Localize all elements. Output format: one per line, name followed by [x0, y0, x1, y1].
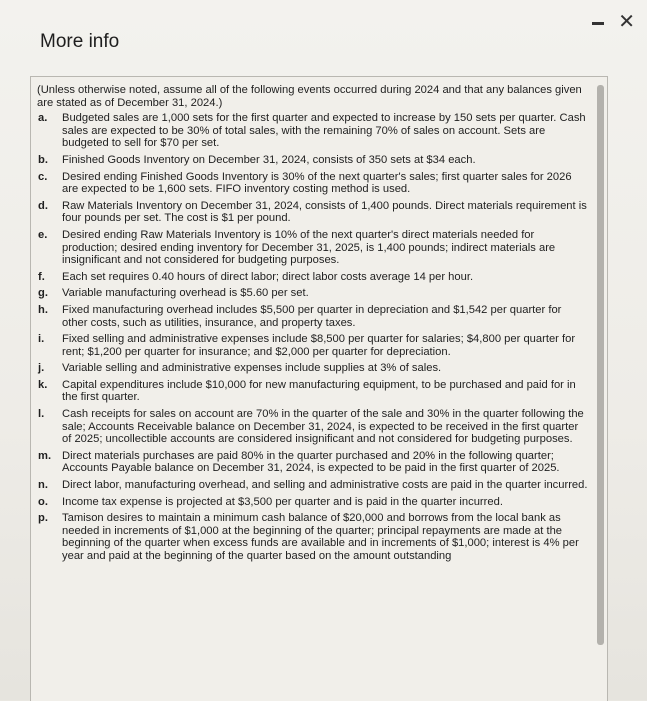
info-list — [37, 112, 589, 562]
item-text: Direct labor, manufacturing overhead, and selling and administrative costs are paid in the quarter incurred. — [62, 479, 588, 492]
list-item — [37, 408, 589, 446]
scrollbar-thumb[interactable] — [597, 85, 604, 645]
close-icon[interactable]: ✕ — [618, 11, 635, 33]
item-text: Budgeted sales are 1,000 sets for the first quarter and expected to increase by 150 sets per quarter. Cash sales are expected to be 30% of total sales, with the remaining 70% of sales on account. Sets are budgeted to sell for $70 per set. — [62, 112, 586, 150]
list-item — [37, 479, 589, 492]
list-item — [37, 154, 589, 167]
list-item — [37, 287, 589, 300]
item-text: Fixed manufacturing overhead includes $5,500 per quarter in depreciation and $1,542 per quarter for other costs, such as utilities, insurance, and property taxes. — [62, 303, 562, 329]
window-controls — [592, 12, 635, 32]
item-label: k. — [38, 378, 48, 391]
item-text: Desired ending Raw Materials Inventory is 10% of the next quarter's direct materials needed for production; desired ending inventory for December 31, 2025, is 1,400 pounds; indirect materials are insignificant and not considered for budgeting purposes. — [62, 228, 556, 267]
list-item — [37, 496, 589, 509]
dialog-title: More info — [40, 31, 120, 52]
item-text: Income tax expense is projected at $3,500 per quarter and is paid in the quarter incurred. — [62, 495, 503, 508]
item-label: e. — [38, 228, 48, 241]
item-text: Finished Goods Inventory on December 31, 2024, consists of 350 sets at $34 each. — [62, 153, 476, 166]
item-label: b. — [38, 153, 48, 166]
list-item — [37, 512, 589, 562]
list-item — [37, 333, 589, 358]
item-label: o. — [38, 495, 48, 508]
minimize-icon[interactable] — [592, 22, 604, 25]
list-item — [37, 362, 589, 375]
item-text: Capital expenditures include $10,000 for new manufacturing equipment, to be purchased and paid for in the first quarter. — [62, 378, 576, 404]
item-text: Desired ending Finished Goods Inventory is 30% of the next quarter's sales; first quarter sales for 2026 are expected to be 1,600 sets. FIFO inventory costing method is used. — [62, 170, 572, 196]
item-label: h. — [38, 303, 48, 316]
info-content — [37, 84, 589, 567]
item-text: Direct materials purchases are paid 80% in the quarter purchased and 20% in the following quarter; Accounts Payable balance on December 31, 2024, is expected to be paid in the first quarter of 2025. — [62, 449, 560, 475]
info-panel[interactable] — [30, 76, 608, 701]
item-text: Raw Materials Inventory on December 31, 2024, consists of 1,400 pounds. Direct materials requirement is four pounds per set. The cost is $1 per pound. — [62, 199, 587, 225]
item-label: n. — [38, 479, 48, 492]
intro-text: (Unless otherwise noted, assume all of the following events occurred during 2024 and that any balances given are stated as of December 31, 2024.) — [37, 84, 582, 109]
item-label: i. — [38, 333, 45, 346]
item-text: Each set requires 0.40 hours of direct labor; direct labor costs average 14 per hour. — [62, 270, 474, 283]
list-item — [37, 112, 589, 150]
item-label: j. — [38, 362, 45, 375]
item-label: d. — [38, 199, 48, 212]
list-item — [37, 229, 589, 267]
item-text: Variable selling and administrative expenses include supplies at 3% of sales. — [62, 362, 442, 375]
list-item — [37, 379, 589, 404]
item-label: l. — [38, 408, 45, 421]
item-text: Fixed selling and administrative expenses include $8,500 per quarter for salaries; $4,800 per quarter for rent; $1,200 per quarter for insurance; and $2,000 per quarter for depreciation. — [62, 333, 576, 358]
list-item — [37, 450, 589, 475]
list-item — [37, 271, 589, 284]
item-label: g. — [38, 287, 48, 300]
item-label: c. — [38, 170, 48, 183]
scrollbar[interactable] — [597, 85, 605, 645]
list-item — [37, 304, 589, 329]
item-text: Tamison desires to maintain a minimum cash balance of $20,000 and borrows from the local bank as needed in increments of $1,000 at the beginning of the quarter; principal repayments are made at the beginning of the quarter when excess funds are available and in increments of $1,000; interest is 4% per year and paid at the beginning of the quarter based on the amount outstanding — [62, 512, 579, 562]
item-text: Cash receipts for sales on account are 70% in the quarter of the sale and 30% in the quarter following the sale; Accounts Receivable balance on December 31, 2024, is expected to be received in the first quarter of 2025; uncollectible accounts are considered insignificant and not considered for budgeting purposes. — [62, 408, 584, 446]
item-label: m. — [38, 449, 52, 462]
list-item — [37, 200, 589, 225]
item-label: a. — [38, 112, 48, 125]
list-item — [37, 171, 589, 196]
item-text: Variable manufacturing overhead is $5.60 per set. — [62, 287, 309, 300]
item-label: f. — [38, 270, 45, 283]
item-label: p. — [38, 512, 48, 525]
